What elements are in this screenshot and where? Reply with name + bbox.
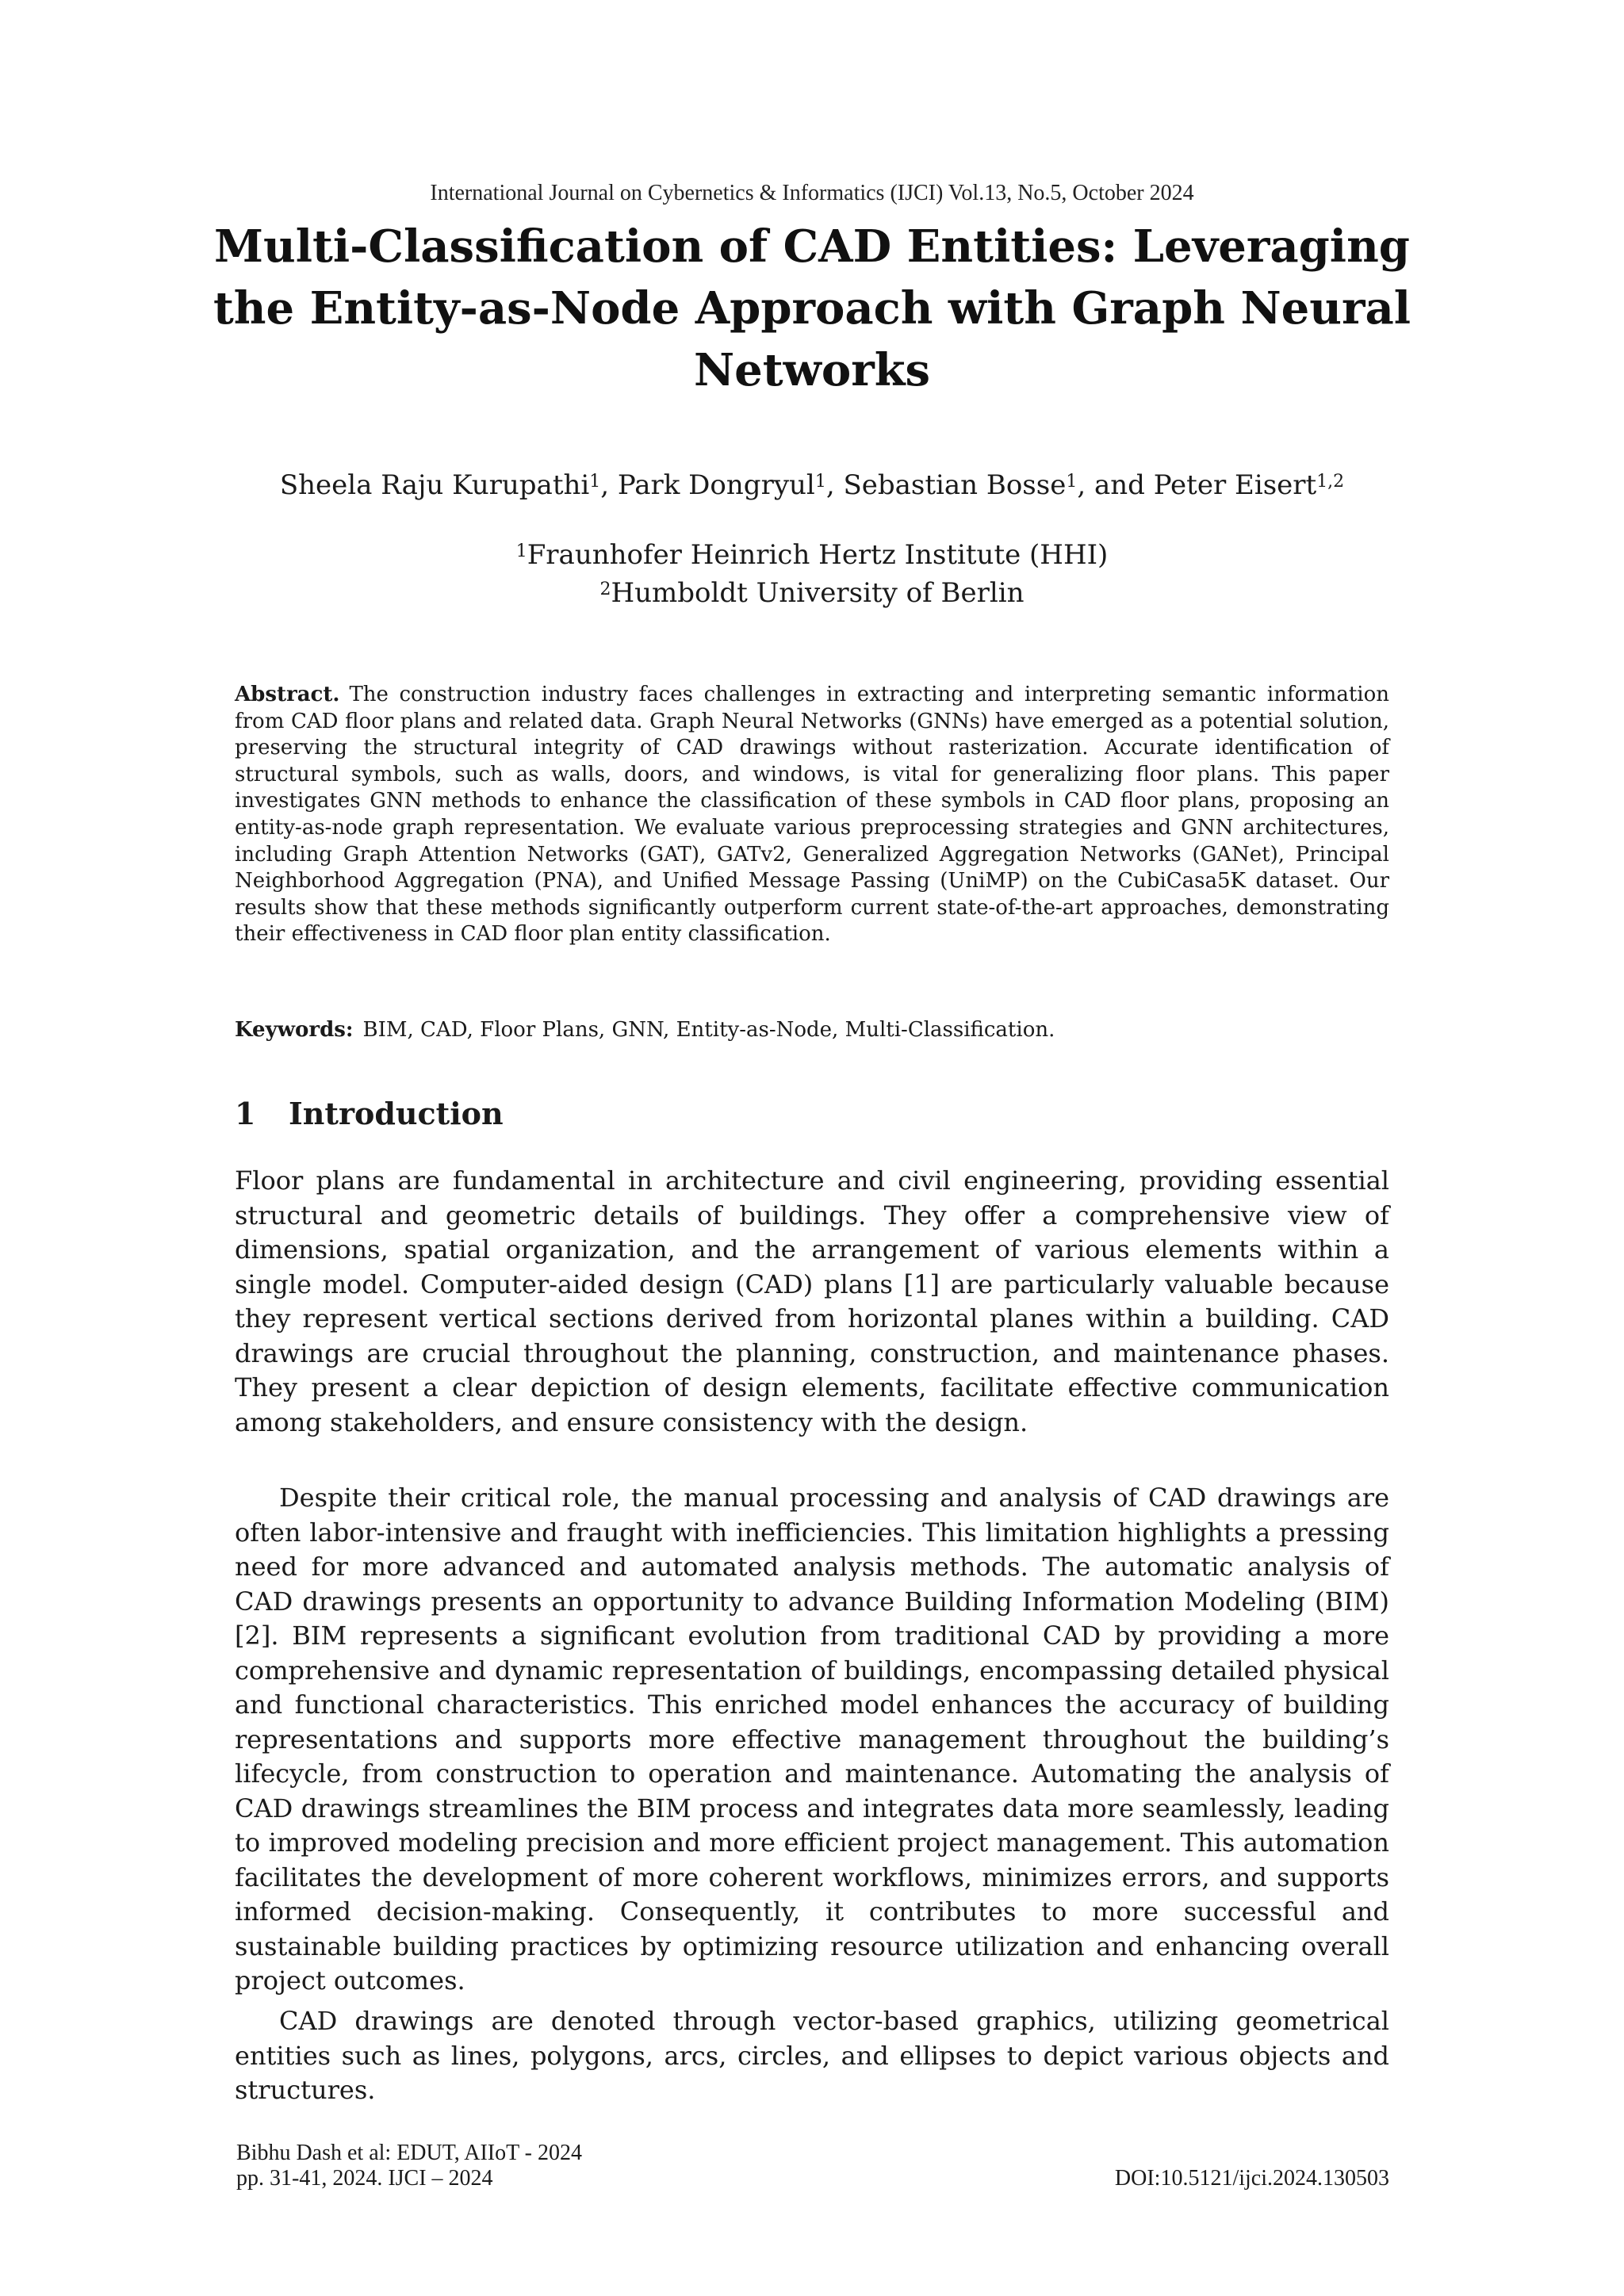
- body-paragraph: Despite their critical role, the manual processing and analysis of CAD drawings are often labor-intensive and fraught with inefficiencies. This limitation highlights a pressing need for more advanced and automated analysis methods. The automatic analysis of CAD drawings presents an opportunity to advance Building Information Modeling (BIM) [2]. BIM represents a significant evolution from traditional CAD by providing a more comprehensive and dynamic representation of buildings, encompassing detailed physical and functional characteristics. This enriched model enhances the accuracy of building representations and supports more effective management throughout the building’s lifecycle, from construction to operation and maintenance. Automating the analysis of CAD drawings streamlines the BIM process and integrates data more seamlessly, leading to improved modeling precision and more efficient project management. This automation facilitates the development of more coherent workflows, minimizes errors, and supports informed decision-making. Consequently, it contributes to more successful and sustainable building practices by optimizing resource utilization and enhancing overall project outcomes.: [235, 1483, 1389, 1996]
- body-paragraph: CAD drawings are denoted through vector-based graphics, utilizing geometrical entities such as lines, polygons, arcs, circles, and ellipses to depict various objects and structures.: [235, 2006, 1389, 2105]
- section-title: Introduction: [289, 1096, 504, 1131]
- footer-citation-line: Bibhu Dash et al: EDUT, AIIoT - 2024: [236, 2141, 583, 2165]
- author-separator: ,: [600, 469, 618, 501]
- author-name: Sheela Raju Kurupathi: [279, 469, 590, 501]
- author-name: Park Dongryul: [617, 469, 815, 501]
- affiliation-name: Fraunhofer Heinrich Hertz Institute (HHI): [527, 539, 1109, 571]
- author-separator: ,: [825, 469, 844, 501]
- section-number: 1: [235, 1096, 256, 1131]
- abstract-label: Abstract.: [235, 683, 340, 706]
- abstract: [235, 682, 1389, 948]
- affiliation-mark: 2: [599, 580, 611, 599]
- affiliation-mark: 1: [515, 541, 527, 561]
- footer-doi: DOI:10.5121/ijci.2024.130503: [1114, 2166, 1389, 2191]
- paper-title: Multi-Classification of CAD Entities: Leveraging the Entity-as-Node Approach with Graph Neural Networks: [213, 220, 1411, 396]
- author-affiliation-mark: 1: [1066, 472, 1078, 492]
- affiliation-name: Humboldt University of Berlin: [611, 577, 1025, 609]
- author-name: Sebastian Bosse: [843, 469, 1067, 501]
- body-paragraph: Floor plans are fundamental in architecture and civil engineering, providing essential structural and geometric details of buildings. They offer a comprehensive view of dimensions, spatial organization, and the arrangement of various elements within a single model. Computer-aided design (CAD) plans [1] are particularly valuable because they represent vertical sections derived from horizontal planes within a building. CAD drawings are crucial throughout the planning, construction, and maintenance phases. They present a clear depiction of design elements, facilitate effective communication among stakeholders, and ensure consistency with the design.: [235, 1165, 1389, 1437]
- author-separator: , and: [1077, 469, 1154, 501]
- author-affiliation-mark: 1,2: [1316, 472, 1345, 492]
- keywords-label: Keywords:: [235, 1018, 354, 1042]
- affiliation-2: [0, 576, 1624, 610]
- author-list: [0, 468, 1624, 503]
- keywords: [235, 1016, 1389, 1043]
- author-name: Peter Eisert: [1153, 469, 1317, 501]
- abstract-text: The construction industry faces challenges in extracting and interpreting semantic information from CAD floor plans and related data. Graph Neural Networks (GNNs) have emerged as a potential solution, preserving the structural integrity of CAD drawings without rasterization. Accurate identification of structural symbols, such as walls, doors, and windows, is vital for generalizing floor plans. This paper investigates GNN methods to enhance the classification of these symbols in CAD floor plans, proposing an entity-as-node graph representation. We evaluate various preprocessing strategies and GNN architectures, including Graph Attention Networks (GAT), GATv2, Generalized Aggregation Networks (GANet), Principal Neighborhood Aggregation (PNA), and Unified Message Passing (UniMP) on the CubiCasa5K dataset. Our results show that these methods significantly outperform current state-of-the-art approaches, demonstrating their effectiveness in CAD floor plan entity classification.: [235, 683, 1389, 947]
- section-heading: [235, 1094, 504, 1134]
- author-affiliation-mark: 1: [814, 472, 826, 492]
- keywords-text: BIM, CAD, Floor Plans, GNN, Entity-as-Node, Multi-Classification.: [362, 1018, 1055, 1042]
- footer-citation-line: pp. 31-41, 2024. IJCI – 2024: [236, 2166, 493, 2191]
- author-affiliation-mark: 1: [589, 472, 601, 492]
- affiliation-1: [0, 538, 1624, 572]
- footer-citation: [236, 2141, 582, 2191]
- running-head: International Journal on Cybernetics & Informatics (IJCI) Vol.13, No.5, October 2024: [430, 181, 1194, 205]
